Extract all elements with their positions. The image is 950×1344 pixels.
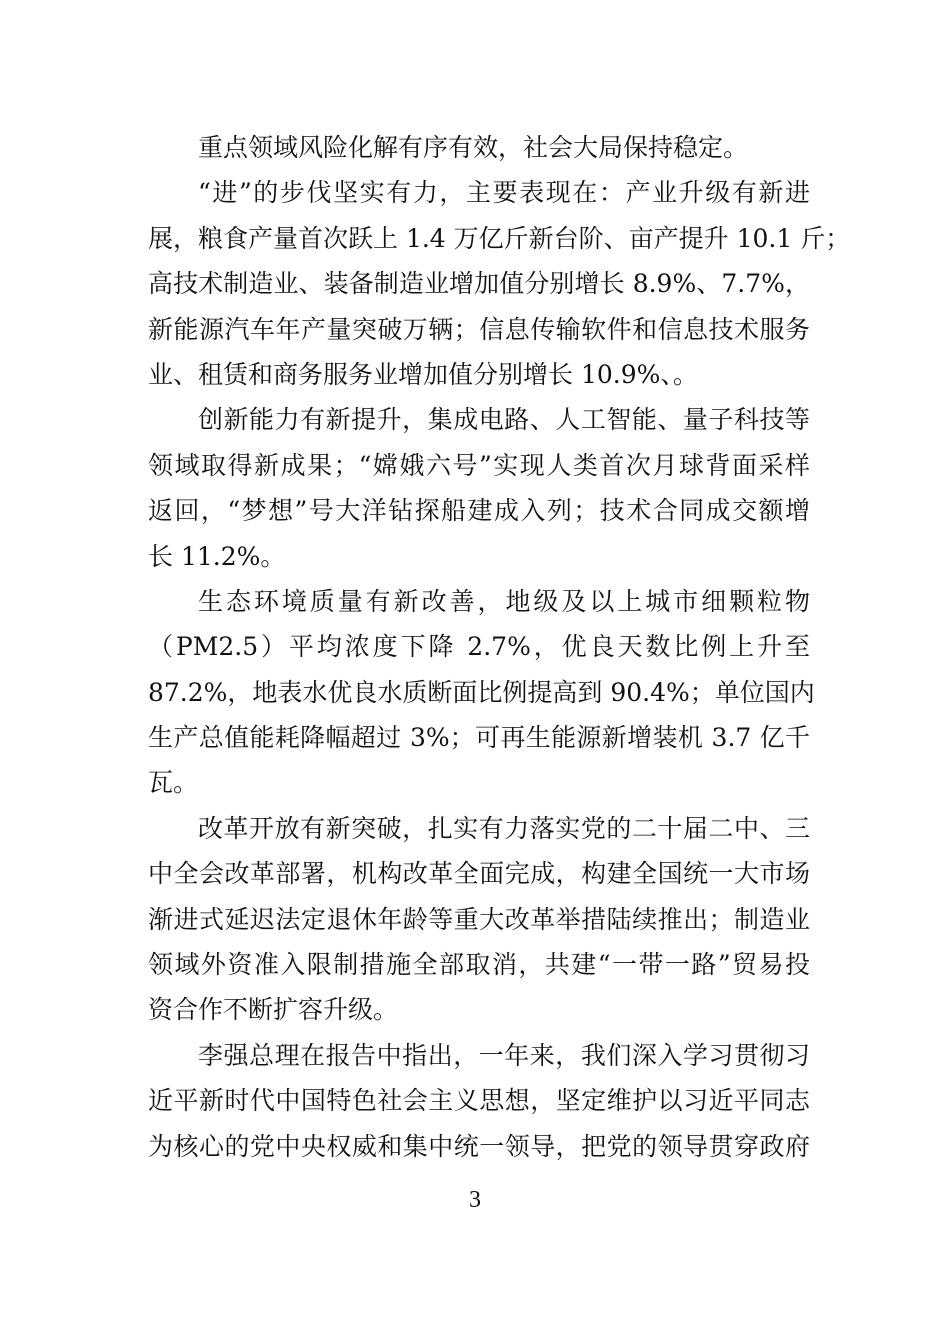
paragraph-line: “进”的步伐坚实有力，主要表现在：产业升级有新进 [198,178,810,208]
paragraph-line: 近平新时代中国特色社会主义思想，坚定维护以习近平同志 [148,1086,810,1116]
paragraph-line: 改革开放有新突破，扎实有力落实党的二十届二中、三 [198,813,810,843]
paragraph-line: 生态环境质量有新改善，地级及以上城市细颗粒物 [198,586,810,616]
paragraph-line: 资合作不断扩容升级。 [148,995,399,1025]
paragraph-line: 返回，“梦想”号大洋钻探船建成入列；技术合同成交额增 [148,496,810,526]
paragraph-line: 生产总值能耗降幅超过 3%；可再生能源新增装机 3.7 亿千 [148,723,810,753]
paragraph-line: 业、租赁和商务服务业增加值分别增长 10.9%、。 [148,359,698,389]
paragraph-line: 瓦。 [148,768,199,798]
paragraph-line: 领域取得新成果；“嫦娥六号”实现人类首次月球背面采样 [148,450,810,480]
paragraph-line: 新能源汽车年产量突破万辆；信息传输软件和信息技术服务 [148,314,810,344]
paragraph-line: 展，粮食产量首次跃上 1.4 万亿斤新台阶、亩产提升 10.1 斤； [148,223,851,253]
paragraph-line: 长 11.2%。 [148,541,286,571]
paragraph-line: 创新能力有新提升，集成电路、人工智能、量子科技等 [198,405,810,435]
paragraph-line: 87.2%，地表水优良水质断面比例提高到 90.4%；单位国内 [148,677,815,707]
body-text [148,125,851,1169]
page-number: 3 [469,1187,481,1213]
paragraph-line: 高技术制造业、装备制造业增加值分别增长 8.9%、7.7%， [148,269,810,299]
paragraph-line: （PM2.5）平均浓度下降 2.7%，优良天数比例上升至 [148,632,810,662]
paragraph-line: 为核心的党中央权威和集中统一领导，把党的领导贯穿政府 [148,1131,810,1161]
paragraph-line: 中全会改革部署，机构改革全面完成，构建全国统一大市场 [148,859,810,889]
paragraph-line: 领域外资准入限制措施全部取消，共建“一带一路”贸易投 [148,950,810,980]
paragraph-line: 渐进式延迟法定退休年龄等重大改革举措陆续推出；制造业 [148,904,810,934]
paragraph-line: 重点领域风险化解有序有效，社会大局保持稳定。 [198,133,749,162]
paragraph-line: 李强总理在报告中指出，一年来，我们深入学习贯彻习 [198,1040,810,1070]
